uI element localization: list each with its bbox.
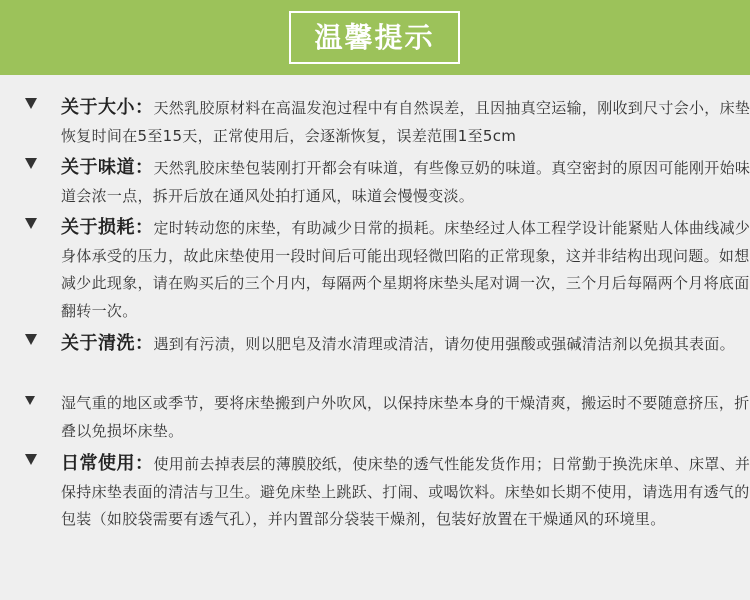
tip-heading: 关于损耗：: [61, 217, 154, 238]
tip-text: 遇到有污渍，则以肥皂及清水清理或清洁，请勿使用强酸或强碱清洁剂以免损其表面。: [153, 335, 735, 353]
page-title: 温馨提示: [314, 20, 435, 54]
tip-daily-use: [25, 450, 750, 534]
tip-text: 定时转动您的床垫，有助减少日常的损耗。床垫经过人体工程学设计能紧贴人体曲线减少身体承受的压力，故此床垫使用一段时间后可能出现轻微凹陷的正常现象，这并非结构出现问题。如想减少此现象，请在购买后的三个月内，每隔两个星期将床垫头尾对调一次，三个月后每隔两个月将底面翻转一次。: [61, 219, 750, 320]
triangle-bullet-icon: [25, 334, 37, 345]
tip-cleaning: [25, 330, 750, 359]
tip-size: [25, 94, 750, 150]
triangle-bullet-icon: [25, 158, 37, 169]
header-band: [0, 0, 750, 75]
tip-heading: 关于大小：: [61, 97, 154, 118]
tip-text: 天然乳胶床垫包装刚打开都会有味道，有些像豆奶的味道。真空密封的原因可能刚开始味道会浓一点，拆开后放在通风处拍打通风，味道会慢慢变淡。: [61, 159, 750, 205]
triangle-bullet-icon: [25, 396, 35, 405]
tip-paragraph: [61, 154, 750, 210]
title-frame: [289, 11, 460, 64]
tip-heading: 关于味道：: [61, 157, 154, 178]
triangle-bullet-icon: [25, 454, 37, 465]
tip-text: 天然乳胶原材料在高温发泡过程中有自然误差，且因抽真空运输，刚收到尺寸会小，床垫恢复时间在5至15天，正常使用后，会逐渐恢复，误差范围1至5cm: [61, 99, 750, 145]
tip-heading: 关于清洗：: [61, 333, 154, 354]
tip-text: 使用前去掉表层的薄膜胶纸，使床垫的透气性能发货作用；日常勤于换洗床单、床罩、并保持床垫表面的清洁与卫生。避免床垫上跳跃、打闹、或喝饮料。床垫如长期不使用，请选用有透气的包装（如胶袋需要有透气孔），并内置部分袋装干燥剂，包装好放置在干燥通风的环境里。: [61, 455, 750, 528]
tip-paragraph: [61, 330, 750, 359]
tip-paragraph: [61, 450, 750, 534]
tip-wear: [25, 214, 750, 325]
tip-paragraph: [61, 390, 750, 445]
triangle-bullet-icon: [25, 218, 37, 229]
tip-heading: 日常使用：: [61, 453, 154, 474]
tip-paragraph: [61, 94, 750, 150]
triangle-bullet-icon: [25, 98, 37, 109]
tip-smell: [25, 154, 750, 210]
tip-text: 湿气重的地区或季节，要将床垫搬到户外吹风，以保持床垫本身的干燥清爽，搬运时不要随意挤压，折叠以免损坏床垫。: [61, 394, 750, 440]
tip-paragraph: [61, 214, 750, 325]
tip-humidity: [25, 390, 750, 445]
